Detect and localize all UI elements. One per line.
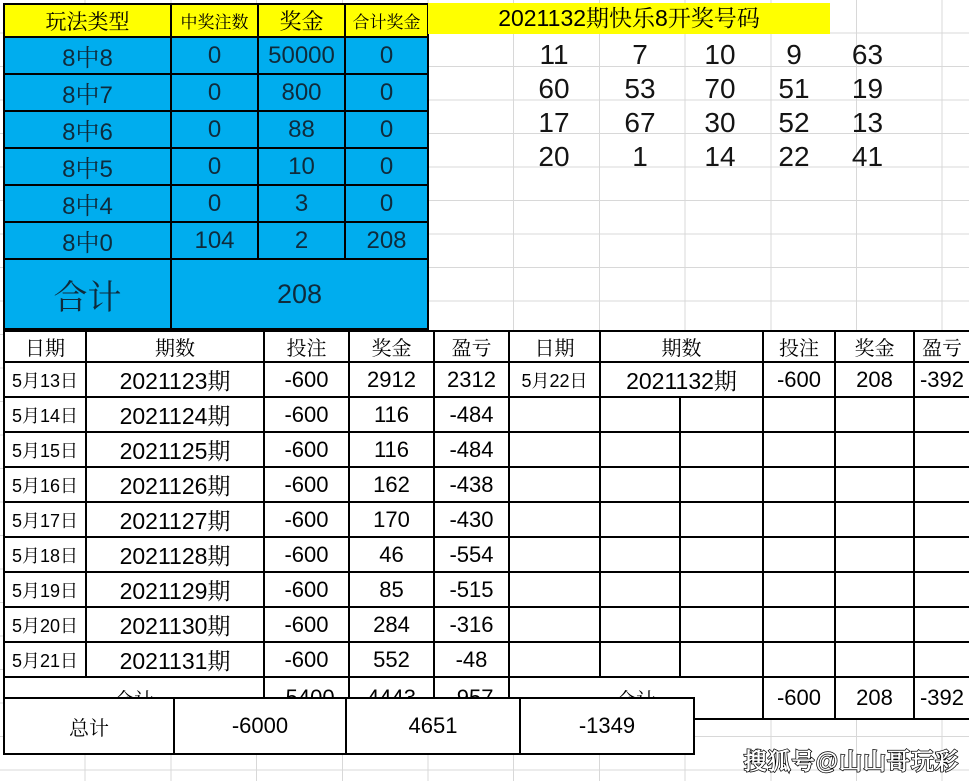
draw-number: 67 <box>624 107 656 138</box>
draw-number: 10 <box>704 39 736 70</box>
draw-number: 63 <box>851 39 884 70</box>
prize-total-value: 208 <box>171 259 428 329</box>
prize-row <box>4 222 428 259</box>
total-prize-cell: 0 <box>345 37 428 74</box>
win-count-cell: 0 <box>171 74 258 111</box>
net-cell: -554 <box>434 537 509 572</box>
period-cell: 2021131期 <box>86 642 264 677</box>
empty-cell <box>763 397 835 432</box>
net-cell: -484 <box>434 397 509 432</box>
play-type-cell: 8中4 <box>4 185 171 222</box>
prize-cell: 3 <box>258 185 345 222</box>
ledger-table <box>3 330 969 720</box>
draw-number: 1 <box>632 141 648 172</box>
empty-cell <box>914 467 969 502</box>
net-cell: -438 <box>434 467 509 502</box>
prize-row <box>4 148 428 185</box>
col-header-total-prize: 合计奖金 <box>345 4 428 37</box>
grand-total-prize: 4651 <box>346 698 520 754</box>
col-header-win-count: 中奖注数 <box>171 4 258 37</box>
empty-cell <box>600 537 680 572</box>
draw-number: 7 <box>632 39 648 70</box>
date-cell: 5月19日 <box>4 572 86 607</box>
empty-cell <box>600 642 680 677</box>
empty-cell <box>835 572 914 607</box>
draw-number: 22 <box>778 141 810 172</box>
col-header-period: 期数 <box>86 331 264 362</box>
col-header-date: 日期 <box>509 331 600 362</box>
bet-cell: -600 <box>763 362 835 397</box>
empty-cell <box>763 537 835 572</box>
empty-cell <box>509 397 600 432</box>
draw-number: 11 <box>539 39 569 70</box>
empty-cell <box>680 607 763 642</box>
empty-cell <box>600 467 680 502</box>
right-subtotal-bet: -600 <box>763 677 835 719</box>
prize-cell: 162 <box>349 467 434 502</box>
grand-total-table <box>3 697 695 755</box>
prize-row <box>4 185 428 222</box>
ledger-row <box>4 642 969 677</box>
draw-number: 70 <box>704 73 736 104</box>
empty-cell <box>680 397 763 432</box>
win-count-cell: 0 <box>171 111 258 148</box>
draw-number: 53 <box>624 73 656 104</box>
total-prize-cell: 208 <box>345 222 428 259</box>
col-header-period: 期数 <box>600 331 763 362</box>
prize-table-header-row <box>4 4 428 37</box>
prize-total-row <box>4 259 428 329</box>
date-cell: 5月20日 <box>4 607 86 642</box>
ledger-header-row <box>4 331 969 362</box>
prize-table <box>3 3 429 330</box>
date-cell: 5月22日 <box>509 362 600 397</box>
win-count-cell: 0 <box>171 185 258 222</box>
empty-cell <box>509 572 600 607</box>
play-type-cell: 8中0 <box>4 222 171 259</box>
col-header-date: 日期 <box>4 331 86 362</box>
empty-cell <box>600 432 680 467</box>
col-header-bet: 投注 <box>264 331 349 362</box>
period-cell: 2021132期 <box>600 362 763 397</box>
empty-cell <box>835 537 914 572</box>
empty-cell <box>835 397 914 432</box>
date-cell: 5月13日 <box>4 362 86 397</box>
empty-cell <box>680 467 763 502</box>
empty-cell <box>763 607 835 642</box>
empty-cell <box>509 467 600 502</box>
ledger-row <box>4 537 969 572</box>
net-cell: -392 <box>914 362 969 397</box>
period-cell: 2021125期 <box>86 432 264 467</box>
draw-number: 14 <box>704 141 736 172</box>
win-count-cell: 0 <box>171 37 258 74</box>
prize-cell: 46 <box>349 537 434 572</box>
empty-cell <box>509 607 600 642</box>
ledger-row <box>4 607 969 642</box>
bet-cell: -600 <box>264 362 349 397</box>
grand-total-bet: -6000 <box>174 698 346 754</box>
empty-cell <box>914 397 969 432</box>
prize-cell: 284 <box>349 607 434 642</box>
prize-cell: 2912 <box>349 362 434 397</box>
empty-cell <box>763 432 835 467</box>
play-type-cell: 8中5 <box>4 148 171 185</box>
play-type-cell: 8中6 <box>4 111 171 148</box>
bet-cell: -600 <box>264 397 349 432</box>
col-header-play-type: 玩法类型 <box>4 4 171 37</box>
empty-cell <box>763 642 835 677</box>
bet-cell: -600 <box>264 607 349 642</box>
empty-cell <box>835 467 914 502</box>
ledger-row <box>4 467 969 502</box>
empty-cell <box>914 537 969 572</box>
prize-cell: 800 <box>258 74 345 111</box>
bet-cell: -600 <box>264 642 349 677</box>
draw-number: 9 <box>786 39 802 70</box>
empty-cell <box>835 607 914 642</box>
draw-title: 2021132期快乐8开奖号码 <box>428 3 830 34</box>
empty-cell <box>600 397 680 432</box>
ledger-row <box>4 362 969 397</box>
right-subtotal-prize: 208 <box>835 677 914 719</box>
bet-cell: -600 <box>264 537 349 572</box>
empty-cell <box>914 572 969 607</box>
bet-cell: -600 <box>264 467 349 502</box>
net-cell: -316 <box>434 607 509 642</box>
empty-cell <box>680 537 763 572</box>
draw-number: 41 <box>851 141 884 172</box>
total-prize-cell: 0 <box>345 74 428 111</box>
watermark: 搜狐号@山山哥玩彩 <box>743 748 959 774</box>
empty-cell <box>914 607 969 642</box>
empty-cell <box>763 572 835 607</box>
period-cell: 2021130期 <box>86 607 264 642</box>
period-cell: 2021127期 <box>86 502 264 537</box>
empty-cell <box>914 502 969 537</box>
total-prize-cell: 0 <box>345 148 428 185</box>
empty-cell <box>509 432 600 467</box>
empty-cell <box>680 572 763 607</box>
empty-cell <box>509 537 600 572</box>
period-cell: 2021129期 <box>86 572 264 607</box>
play-type-cell: 8中7 <box>4 74 171 111</box>
draw-number: 52 <box>778 107 810 138</box>
col-header-bet: 投注 <box>763 331 835 362</box>
draw-number: 13 <box>851 107 884 138</box>
draw-number: 51 <box>778 73 810 104</box>
draw-numbers-grid <box>511 38 904 174</box>
prize-row <box>4 37 428 74</box>
prize-cell: 10 <box>258 148 345 185</box>
col-header-net: 盈亏 <box>434 331 509 362</box>
bet-cell: -600 <box>264 572 349 607</box>
right-subtotal-net: -392 <box>914 677 969 719</box>
date-cell: 5月21日 <box>4 642 86 677</box>
date-cell: 5月15日 <box>4 432 86 467</box>
net-cell: -430 <box>434 502 509 537</box>
draw-number: 30 <box>704 107 736 138</box>
period-cell: 2021124期 <box>86 397 264 432</box>
total-prize-cell: 0 <box>345 111 428 148</box>
net-cell: 2312 <box>434 362 509 397</box>
grand-total-net: -1349 <box>520 698 694 754</box>
empty-cell <box>600 607 680 642</box>
prize-cell: 88 <box>258 111 345 148</box>
prize-cell: 50000 <box>258 37 345 74</box>
draw-number: 60 <box>538 73 570 104</box>
empty-cell <box>600 502 680 537</box>
prize-total-label: 合计 <box>4 259 171 329</box>
grand-total-label: 总计 <box>4 698 174 754</box>
net-cell: -484 <box>434 432 509 467</box>
prize-cell: 208 <box>835 362 914 397</box>
net-cell: -48 <box>434 642 509 677</box>
win-count-cell: 104 <box>171 222 258 259</box>
date-cell: 5月17日 <box>4 502 86 537</box>
col-header-prize: 奖金 <box>258 4 345 37</box>
empty-cell <box>680 642 763 677</box>
period-cell: 2021128期 <box>86 537 264 572</box>
ledger-row <box>4 397 969 432</box>
prize-cell: 2 <box>258 222 345 259</box>
prize-row <box>4 74 428 111</box>
win-count-cell: 0 <box>171 148 258 185</box>
prize-cell: 116 <box>349 432 434 467</box>
empty-cell <box>835 432 914 467</box>
total-prize-cell: 0 <box>345 185 428 222</box>
grand-total-row <box>4 698 694 754</box>
prize-cell: 85 <box>349 572 434 607</box>
col-header-net: 盈亏 <box>914 331 969 362</box>
period-cell: 2021123期 <box>86 362 264 397</box>
period-cell: 2021126期 <box>86 467 264 502</box>
empty-cell <box>680 502 763 537</box>
empty-cell <box>835 502 914 537</box>
prize-cell: 116 <box>349 397 434 432</box>
empty-cell <box>600 572 680 607</box>
draw-number: 20 <box>538 141 570 172</box>
empty-cell <box>835 642 914 677</box>
prize-cell: 552 <box>349 642 434 677</box>
net-cell: -515 <box>434 572 509 607</box>
ledger-row <box>4 432 969 467</box>
ledger-row <box>4 572 969 607</box>
play-type-cell: 8中8 <box>4 37 171 74</box>
bet-cell: -600 <box>264 502 349 537</box>
empty-cell <box>763 467 835 502</box>
date-cell: 5月18日 <box>4 537 86 572</box>
date-cell: 5月14日 <box>4 397 86 432</box>
empty-cell <box>914 642 969 677</box>
empty-cell <box>763 502 835 537</box>
empty-cell <box>509 502 600 537</box>
empty-cell <box>914 432 969 467</box>
date-cell: 5月16日 <box>4 467 86 502</box>
draw-number: 19 <box>851 73 884 104</box>
col-header-prize: 奖金 <box>349 331 434 362</box>
prize-row <box>4 111 428 148</box>
draw-number: 17 <box>538 107 570 138</box>
bet-cell: -600 <box>264 432 349 467</box>
prize-cell: 170 <box>349 502 434 537</box>
col-header-prize: 奖金 <box>835 331 914 362</box>
empty-cell <box>680 432 763 467</box>
ledger-row <box>4 502 969 537</box>
empty-cell <box>509 642 600 677</box>
